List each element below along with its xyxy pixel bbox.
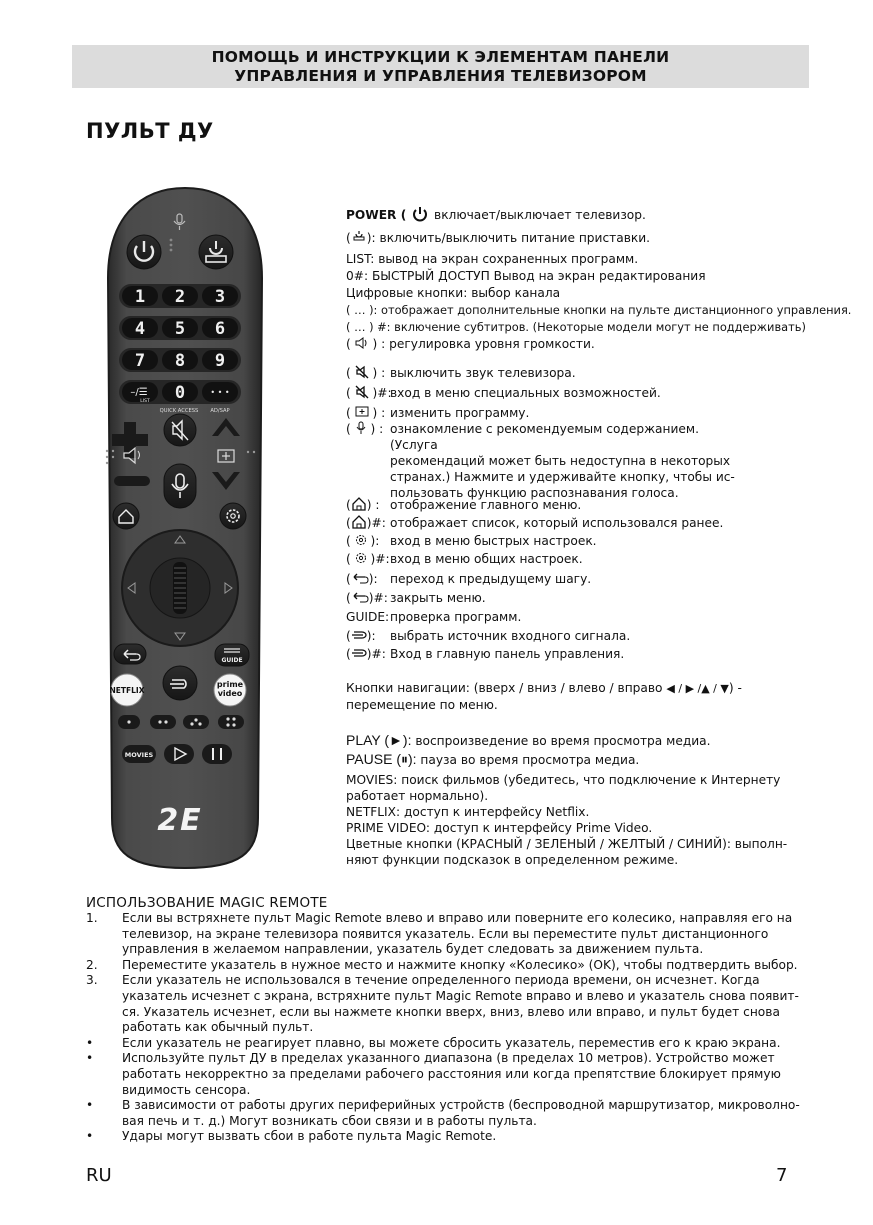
blue-button[interactable] — [218, 715, 244, 729]
settings-icon: ( ): — [346, 534, 380, 548]
play-label: PLAY (►): — [346, 732, 412, 748]
desc-list: LIST: вывод на экран сохраненных программ. — [346, 252, 639, 266]
back-hash-icon: ( )#: — [346, 591, 388, 605]
desc-program — [346, 405, 529, 421]
usage-item — [86, 1129, 806, 1145]
key-2-label: 2 — [174, 287, 186, 307]
back-icon: ( ): — [346, 572, 378, 586]
desc-home — [346, 497, 581, 513]
prime-label-1: prime — [216, 680, 244, 689]
guide-desc: проверка программ. — [390, 610, 522, 624]
program-desc: изменить программу. — [390, 406, 530, 420]
usage-text: Если указатель не реагирует плавно, вы можете сбросить указатель, переместив его к краю экрана. — [122, 1035, 781, 1050]
usage-item — [86, 1098, 806, 1129]
desc-navigation — [346, 680, 742, 713]
desc-quick-access: 0#: БЫСТРЫЙ ДОСТУП Вывод на экран редактирования — [346, 269, 706, 283]
quick-access-label: QUICK ACCESS — [159, 408, 199, 414]
program-icon: ( ) : — [346, 406, 386, 420]
usage-item — [86, 1036, 806, 1052]
desc-settings-hash — [346, 551, 583, 567]
mic-button[interactable] — [164, 464, 196, 508]
usage-text: Если указатель не использовался в течение определенного периода времени, он исчезнет. Когда указатель исчезнет с экрана, встряхните пульт Magic Remote вправо и влево и указатель снова появит-ся. Указатель исчезнет, если вы нажмете кнопки вверх, вниз, влево или вправо, и пульт будет снова работать как обычный пульт. — [122, 973, 799, 1035]
key-9-label: 9 — [214, 351, 226, 371]
green-button[interactable] — [150, 715, 176, 729]
usage-item — [86, 958, 806, 974]
pause-label: PAUSE (⏸): — [346, 751, 417, 767]
color-desc-2: няют функции подсказок в определенном режиме. — [346, 853, 679, 867]
netflix-button-label: NETFLIX — [109, 686, 145, 695]
stb-icon: ( ) — [346, 231, 372, 245]
prime-video-button[interactable] — [214, 674, 246, 706]
key-5-label: 5 — [174, 319, 186, 339]
prime-label-2: video — [217, 689, 243, 698]
settings-button[interactable] — [220, 503, 246, 529]
header-line-2: УПРАВЛЕНИЯ И УПРАВЛЕНИЯ ТЕЛЕВИЗОРОМ — [234, 67, 647, 85]
mute-button[interactable] — [164, 414, 196, 446]
settings-desc: вход в меню быстрых настроек. — [390, 534, 597, 548]
desc-settings — [346, 533, 597, 549]
usage-mark: • — [86, 1035, 94, 1050]
ad-sap-label: AD/SAP — [210, 408, 230, 414]
back-desc: переход к предыдущему шагу. — [390, 572, 592, 586]
mic-desc-3: странах.) Нажмите и удерживайте кнопку, чтобы ис- — [390, 470, 735, 484]
key-1-label: 1 — [134, 287, 146, 307]
desc-volume — [346, 336, 595, 352]
remote-svg — [100, 178, 270, 872]
play-desc: воспроизведение во время просмотра медиа. — [415, 734, 711, 748]
power-button[interactable] — [127, 235, 161, 269]
header-band — [72, 45, 809, 88]
mute-hash-desc: вход в меню специальных возможностей. — [390, 386, 661, 400]
usage-item — [86, 911, 806, 958]
usage-mark: • — [86, 1051, 94, 1066]
home-button[interactable] — [113, 503, 139, 529]
pause-button[interactable] — [202, 744, 232, 764]
yellow-button[interactable] — [183, 715, 209, 729]
guide-label: GUIDE: — [346, 610, 390, 624]
home-icon: ( ) : — [346, 498, 380, 512]
desc-netflix: NETFLIX: доступ к интерфейсу Netflix. — [346, 805, 590, 819]
input-hash-desc: Вход в главную панель управления. — [390, 647, 625, 661]
key-7-label: 7 — [134, 351, 146, 371]
input-desc: выбрать источник входного сигнала. — [390, 629, 631, 643]
usage-mark: 3. — [86, 973, 98, 988]
desc-stb — [346, 230, 650, 246]
desc-more: ( … ): отображает дополнительные кнопки на пульте дистанционного управления. — [346, 303, 852, 317]
home-hash-icon: ( )#: — [346, 516, 386, 530]
mute-desc: выключить звук телевизора. — [390, 366, 576, 380]
key-0-label: 0 — [174, 383, 186, 403]
usage-text: Если вы встряхнете пульт Magic Remote влево и вправо или поверните его колесико, направляя его на телевизор, на экране телевизора появится указатель. Если вы переместите пульт дистанционного управления в желаемом направлении, указатель будет следовать за движением пульта. — [122, 911, 793, 957]
pause-desc: пауза во время просмотра медиа. — [420, 753, 640, 767]
list-key-label: –/☰ — [130, 387, 148, 398]
desc-input-hash — [346, 646, 624, 662]
desc-digits: Цифровые кнопки: выбор канала — [346, 286, 561, 300]
home-hash-desc: отображает список, который использовался ранее. — [390, 516, 724, 530]
input-button[interactable] — [163, 666, 197, 700]
stb-power-button[interactable] — [199, 235, 233, 269]
settings-hash-desc: вход в меню общих настроек. — [390, 552, 583, 566]
key-8-label: 8 — [174, 351, 186, 371]
desc-color-buttons — [346, 836, 787, 868]
input-icon: ( ): — [346, 629, 376, 643]
back-button[interactable] — [114, 644, 146, 664]
usage-text: Используйте пульт ДУ в пределах указанного диапазона (в пределах 10 метров). Устройство может работать некорректно за пределами рабочего расстояния или когда препятствие блокирует прямую видимость сенсора. — [122, 1051, 781, 1097]
desc-input — [346, 628, 630, 644]
usage-text: Удары могут вызвать сбои в работе пульта Magic Remote. — [122, 1129, 497, 1144]
section-title: ПУЛЬТ ДУ — [86, 119, 214, 143]
desc-mute-hash — [346, 385, 661, 401]
desc-guide — [346, 609, 521, 625]
power-desc: включает/выключает телевизор. — [434, 208, 646, 222]
desc-power — [346, 206, 646, 223]
desc-mute — [346, 365, 576, 381]
back-hash-desc: закрыть меню. — [390, 591, 486, 605]
movies-button[interactable] — [122, 745, 156, 763]
more-key-label: • • • — [210, 388, 230, 397]
stb-desc: : включить/выключить питание приставки. — [371, 231, 651, 245]
movies-desc-2: работает нормально). — [346, 789, 489, 803]
desc-subtitles: ( … ) #: включение субтитров. (Некоторые модели могут не поддерживать) — [346, 320, 806, 334]
usage-mark: 2. — [86, 957, 98, 972]
page-number: 7 — [776, 1165, 788, 1186]
desc-play — [346, 732, 711, 749]
brand-logo: 2E — [157, 803, 203, 838]
usage-mark: • — [86, 1129, 94, 1144]
usage-title: ИСПОЛЬЗОВАНИЕ MAGIC REMOTE — [86, 895, 328, 911]
desc-back — [346, 571, 591, 587]
desc-movies — [346, 772, 780, 804]
key-3-label: 3 — [214, 287, 226, 307]
usage-item — [86, 973, 806, 1035]
desc-home-hash — [346, 515, 723, 531]
home-desc: отображение главного меню. — [390, 498, 582, 512]
nav-arrows-icon: ◀ / ▶ /▲ / ▼ — [666, 682, 729, 695]
list-key-sub: LIST — [140, 399, 150, 404]
nav-desc-2: перемещение по меню. — [346, 698, 498, 712]
volume-icon: ( ) — [346, 337, 378, 351]
desc-back-hash — [346, 590, 486, 606]
mute-hash-icon: ( )#: — [346, 386, 392, 400]
usage-item — [86, 1051, 806, 1098]
usage-mark: • — [86, 1098, 94, 1113]
movies-desc-1: MOVIES: поиск фильмов (убедитесь, что подключение к Интернету — [346, 773, 781, 787]
usage-list — [86, 911, 806, 1145]
desc-prime: PRIME VIDEO: доступ к интерфейсу Prime Video. — [346, 821, 653, 835]
power-label: POWER ( — [346, 208, 407, 222]
desc-pause — [346, 751, 639, 768]
header-line-1: ПОМОЩЬ И ИНСТРУКЦИИ К ЭЛЕМЕНТАМ ПАНЕЛИ — [211, 48, 670, 66]
color-desc-1: Цветные кнопки (КРАСНЫЙ / ЗЕЛЕНЫЙ / ЖЕЛТЫЙ / СИНИЙ): выполн- — [346, 837, 788, 851]
mute-icon: ( ) : — [346, 366, 386, 380]
footer-language: RU — [86, 1165, 112, 1186]
mic-desc-2: рекомендаций может быть недоступна в некоторых — [390, 454, 731, 468]
guide-button-label: GUIDE — [221, 657, 243, 664]
key-4-label: 4 — [134, 319, 146, 339]
input-hash-icon: ( )#: — [346, 647, 386, 661]
volume-desc: : регулировка уровня громкости. — [381, 337, 595, 351]
usage-text: В зависимости от работы других периферийных устройств (беспроводной маршрутизатор, микроволно-вая печь и т. д.) Могут возникать сбои связи и в работы пульта. — [122, 1098, 800, 1128]
mic-desc-4: пользовать функцию распознавания голоса. — [390, 486, 679, 500]
key-6-label: 6 — [214, 319, 226, 339]
mic-icon: ( ) : — [346, 422, 384, 436]
remote-illustration — [100, 178, 270, 872]
settings-hash-icon: ( )#: — [346, 552, 390, 566]
mic-desc-1: ознакомление с рекомендуемым содержанием. (Услуга — [390, 422, 699, 452]
nav-desc-end: ) - — [728, 681, 742, 695]
movies-button-label: MOVIES — [124, 751, 154, 759]
power-icon — [412, 206, 428, 222]
usage-text: Переместите указатель в нужное место и нажмите кнопку «Колесико» (OK), чтобы подтвердить выбор. — [122, 957, 798, 972]
nav-desc-1: Кнопки навигации: (вверх / вниз / влево / вправо — [346, 681, 663, 695]
desc-mic — [346, 421, 750, 501]
guide-button[interactable] — [215, 644, 249, 666]
play-button[interactable] — [164, 744, 194, 764]
scroll-wheel[interactable] — [173, 562, 187, 614]
usage-mark: 1. — [86, 911, 98, 925]
